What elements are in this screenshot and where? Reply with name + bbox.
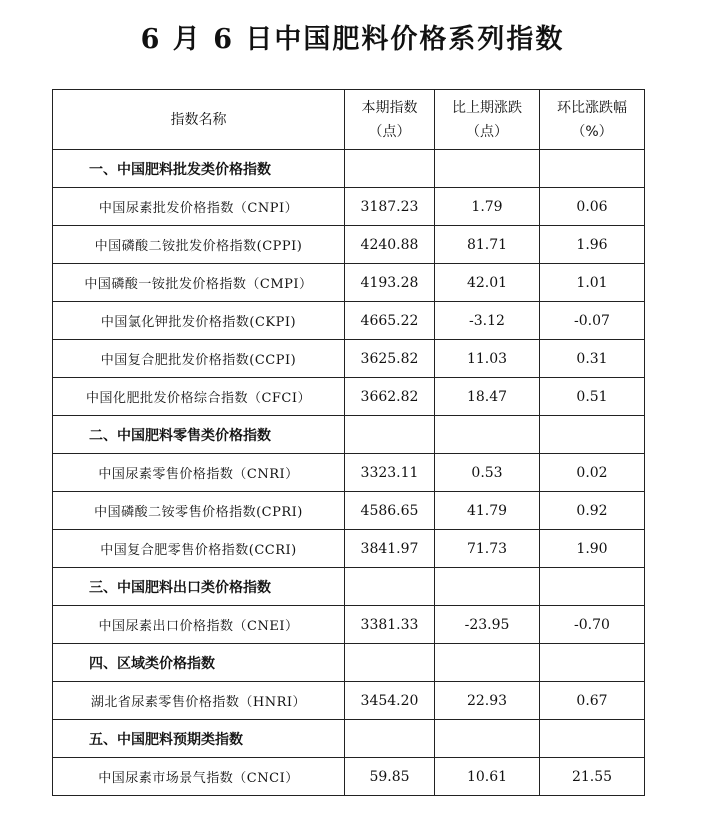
empty-cell <box>435 416 540 454</box>
table-row <box>53 378 645 416</box>
index-name-cell: 中国尿素批发价格指数（CNPI） <box>53 188 345 226</box>
pct-change-cell: 0.92 <box>540 492 645 530</box>
empty-cell <box>345 568 435 606</box>
pct-change-cell: -0.07 <box>540 302 645 340</box>
empty-cell <box>540 720 645 758</box>
index-name-cell: 湖北省尿素零售价格指数（HNRI） <box>53 682 345 720</box>
header-pct-change <box>540 90 645 150</box>
section-row <box>53 416 645 454</box>
change-cell: 0.53 <box>435 454 540 492</box>
table-row <box>53 264 645 302</box>
section-row <box>53 568 645 606</box>
section-title: 二、中国肥料零售类价格指数 <box>53 416 345 454</box>
header-current-index <box>345 90 435 150</box>
current-index-cell: 3625.82 <box>345 340 435 378</box>
header-current-label: 本期指数 <box>361 99 418 116</box>
empty-cell <box>345 416 435 454</box>
current-index-cell: 4193.28 <box>345 264 435 302</box>
pct-change-cell: 1.01 <box>540 264 645 302</box>
change-cell: 41.79 <box>435 492 540 530</box>
header-change-label: 比上期涨跌 <box>452 99 522 116</box>
header-change-unit: （点） <box>466 123 508 140</box>
table-row <box>53 682 645 720</box>
table-row <box>53 226 645 264</box>
empty-cell <box>540 416 645 454</box>
section-row <box>53 150 645 188</box>
pct-change-cell: 21.55 <box>540 758 645 796</box>
change-cell: 81.71 <box>435 226 540 264</box>
index-name-cell: 中国磷酸二铵批发价格指数(CPPI) <box>53 226 345 264</box>
section-row <box>53 644 645 682</box>
index-name-cell: 中国复合肥零售价格指数(CCRI) <box>53 530 345 568</box>
current-index-cell: 3381.33 <box>345 606 435 644</box>
pct-change-cell: 0.31 <box>540 340 645 378</box>
table-row <box>53 530 645 568</box>
pct-change-cell: 1.90 <box>540 530 645 568</box>
pct-change-cell: 0.02 <box>540 454 645 492</box>
current-index-cell: 3841.97 <box>345 530 435 568</box>
empty-cell <box>540 644 645 682</box>
table-row <box>53 758 645 796</box>
pct-change-cell: 0.51 <box>540 378 645 416</box>
index-name-cell: 中国尿素市场景气指数（CNCI） <box>53 758 345 796</box>
change-cell: 22.93 <box>435 682 540 720</box>
table-header-row <box>53 90 645 150</box>
header-current-unit: （点） <box>368 123 411 140</box>
current-index-cell: 4586.65 <box>345 492 435 530</box>
section-row <box>53 720 645 758</box>
table-row <box>53 606 645 644</box>
section-title: 三、中国肥料出口类价格指数 <box>53 568 345 606</box>
table-row <box>53 302 645 340</box>
header-pct-label: 环比涨跌幅 <box>557 99 627 116</box>
current-index-cell: 3662.82 <box>345 378 435 416</box>
section-title: 一、中国肥料批发类价格指数 <box>53 150 345 188</box>
section-title: 四、区域类价格指数 <box>53 644 345 682</box>
current-index-cell: 4240.88 <box>345 226 435 264</box>
change-cell: 42.01 <box>435 264 540 302</box>
empty-cell <box>540 568 645 606</box>
index-name-cell: 中国尿素出口价格指数（CNEI） <box>53 606 345 644</box>
empty-cell <box>345 150 435 188</box>
empty-cell <box>345 644 435 682</box>
change-cell: 10.61 <box>435 758 540 796</box>
pct-change-cell: 1.96 <box>540 226 645 264</box>
index-name-cell: 中国磷酸二铵零售价格指数(CPRI) <box>53 492 345 530</box>
header-index-name: 指数名称 <box>53 90 345 150</box>
current-index-cell: 3323.11 <box>345 454 435 492</box>
index-name-cell: 中国氯化钾批发价格指数(CKPI) <box>53 302 345 340</box>
change-cell: 11.03 <box>435 340 540 378</box>
empty-cell <box>435 644 540 682</box>
change-cell: -3.12 <box>435 302 540 340</box>
current-index-cell: 4665.22 <box>345 302 435 340</box>
change-cell: 71.73 <box>435 530 540 568</box>
index-name-cell: 中国化肥批发价格综合指数（CFCI） <box>53 378 345 416</box>
empty-cell <box>435 150 540 188</box>
index-name-cell: 中国尿素零售价格指数（CNRI） <box>53 454 345 492</box>
pct-change-cell: -0.70 <box>540 606 645 644</box>
current-index-cell: 3187.23 <box>345 188 435 226</box>
change-cell: -23.95 <box>435 606 540 644</box>
page-title: 6 月 6 日中国肥料价格系列指数 <box>140 24 565 55</box>
header-change <box>435 90 540 150</box>
empty-cell <box>435 720 540 758</box>
index-name-cell: 中国复合肥批发价格指数(CCPI) <box>53 340 345 378</box>
empty-cell <box>345 720 435 758</box>
pct-change-cell: 0.67 <box>540 682 645 720</box>
change-cell: 1.79 <box>435 188 540 226</box>
pct-change-cell: 0.06 <box>540 188 645 226</box>
empty-cell <box>540 150 645 188</box>
table-row <box>53 188 645 226</box>
current-index-cell: 3454.20 <box>345 682 435 720</box>
header-pct-unit: （%） <box>571 123 613 140</box>
empty-cell <box>435 568 540 606</box>
price-index-table <box>52 89 645 796</box>
table-row <box>53 340 645 378</box>
section-title: 五、中国肥料预期类指数 <box>53 720 345 758</box>
index-name-cell: 中国磷酸一铵批发价格指数（CMPI） <box>53 264 345 302</box>
table-row <box>53 454 645 492</box>
table-row <box>53 492 645 530</box>
current-index-cell: 59.85 <box>345 758 435 796</box>
change-cell: 18.47 <box>435 378 540 416</box>
